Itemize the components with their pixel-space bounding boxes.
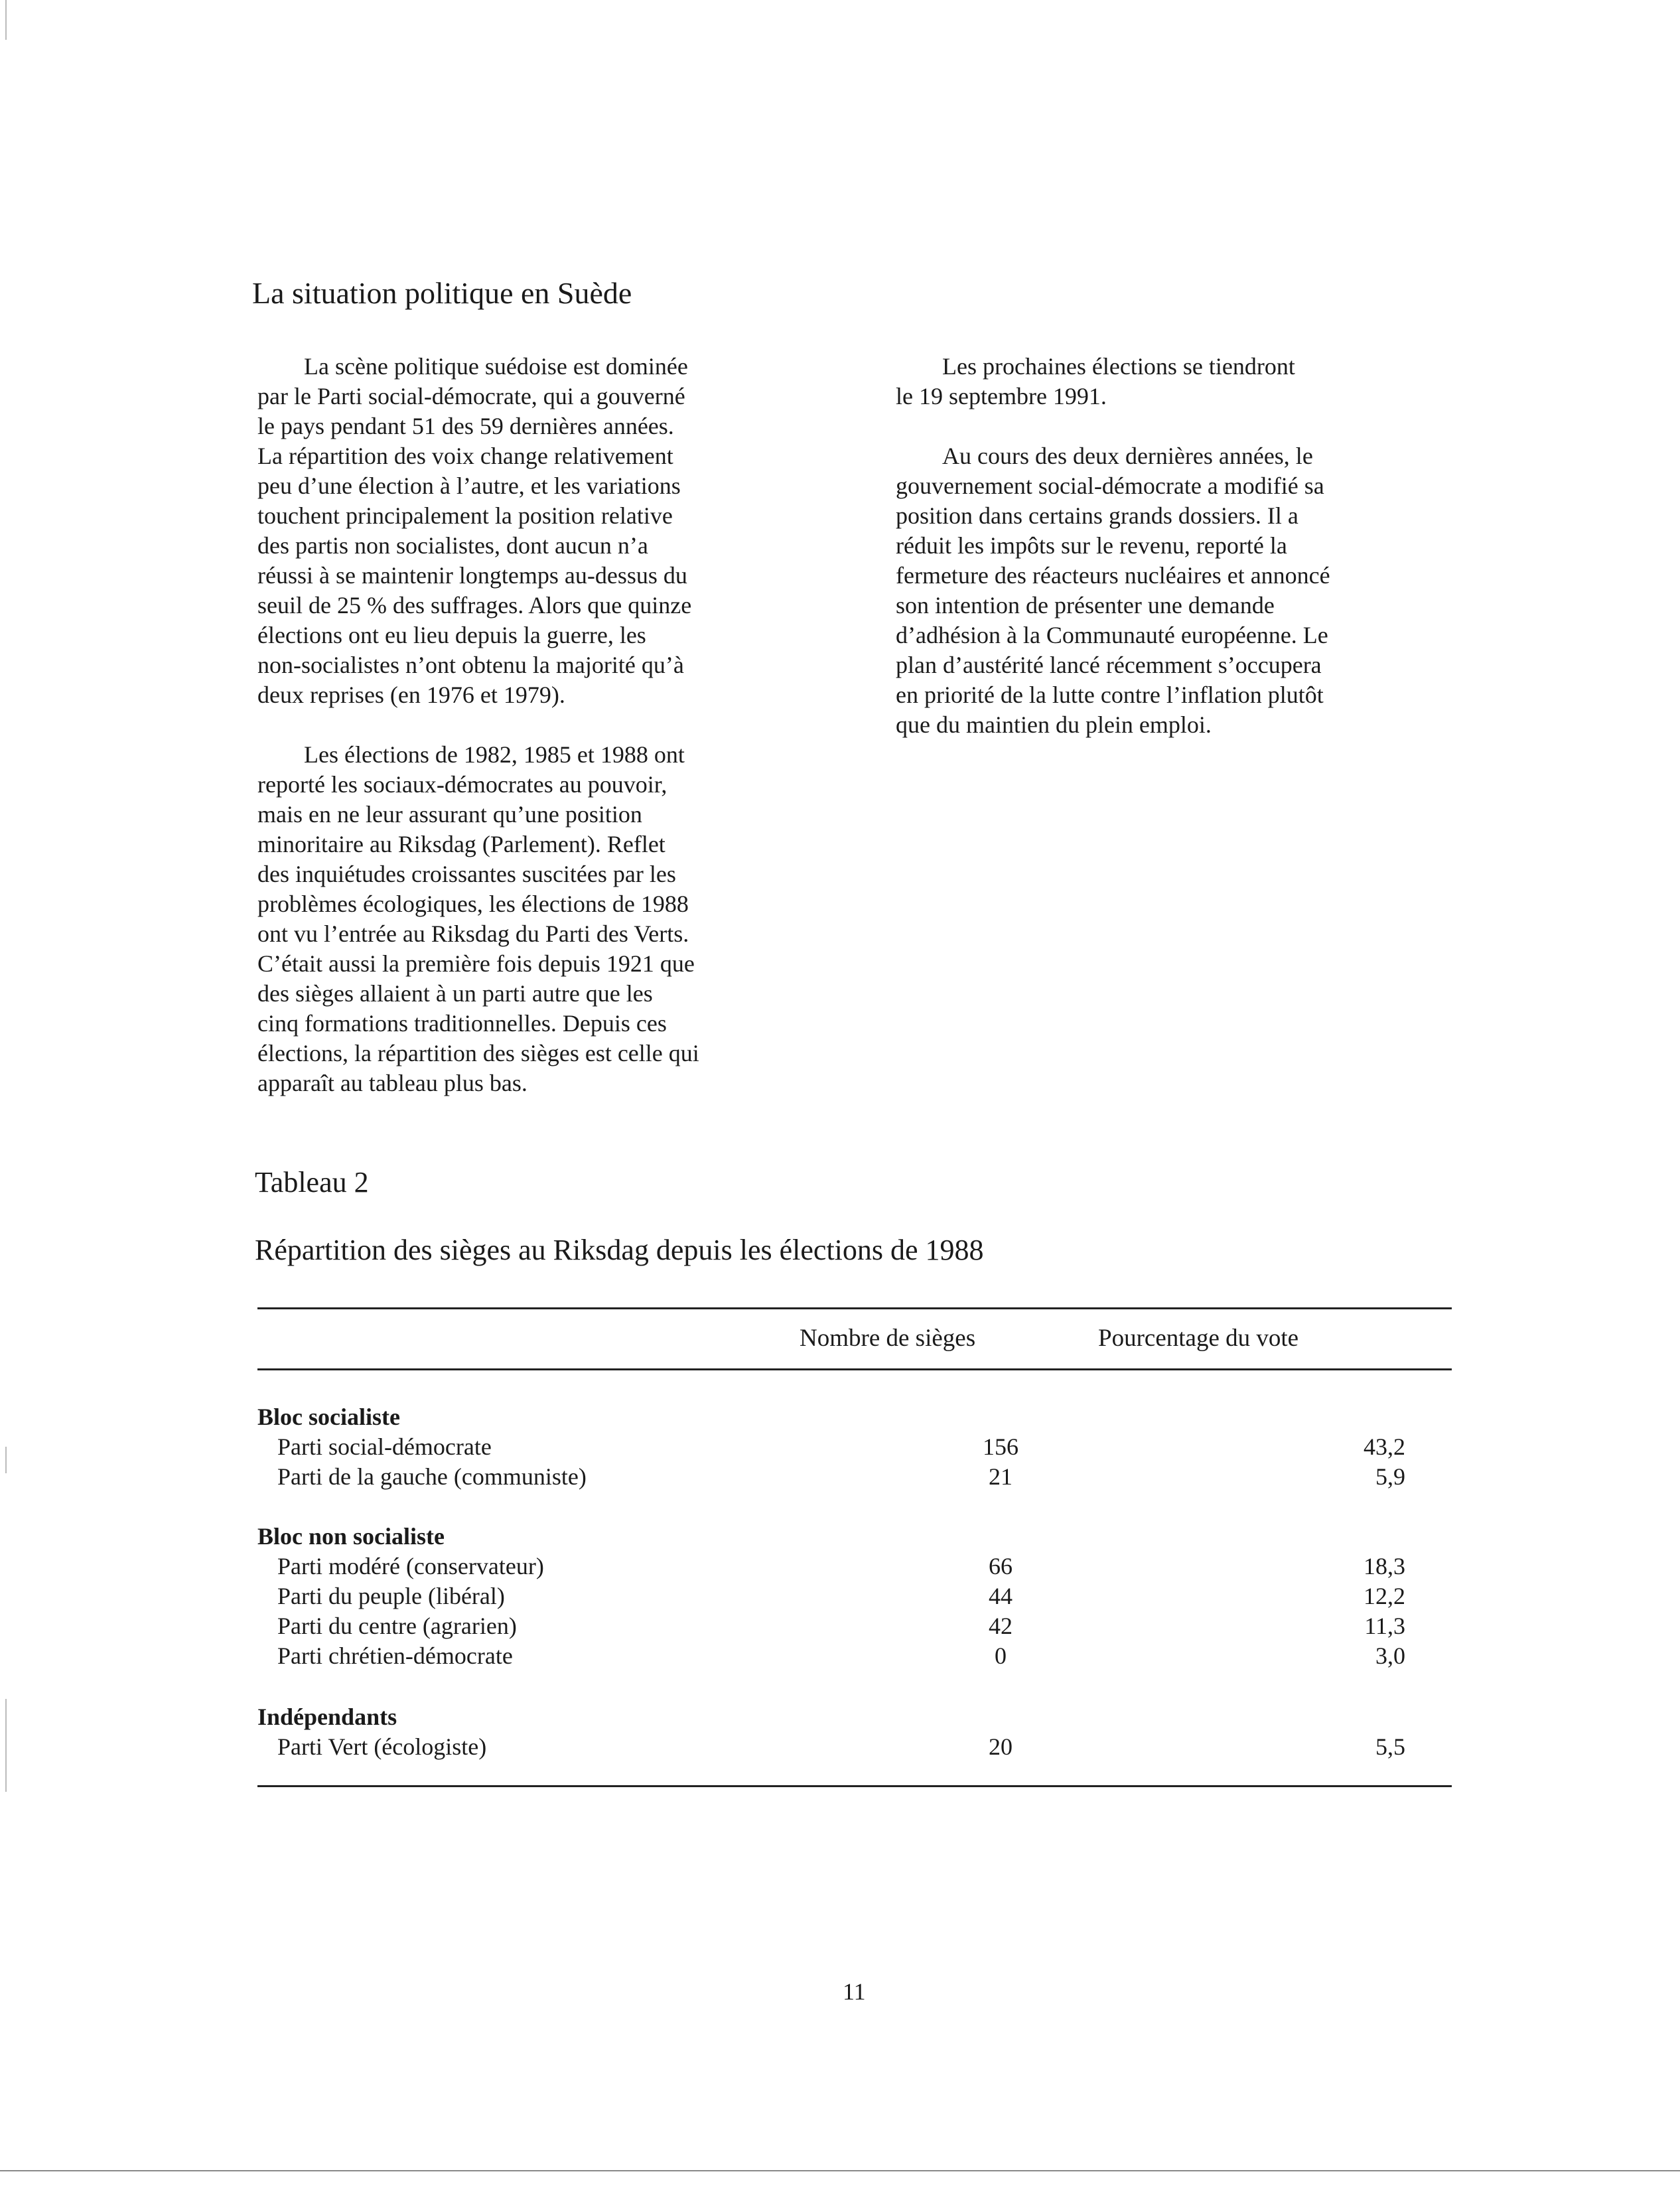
party-name: Parti social-démocrate <box>277 1433 492 1460</box>
paragraph: Les prochaines élections se tiendront le 19 septembre 1991. <box>896 353 1295 409</box>
table-row <box>257 1581 1452 1611</box>
vote-percentage: 12,2 <box>1364 1583 1405 1609</box>
party-name: Parti du peuple (libéral) <box>277 1583 505 1609</box>
table-title: Répartition des sièges au Riksdag depuis les élections de 1988 <box>255 1234 984 1266</box>
table-row <box>257 1732 1452 1762</box>
table-top-rule <box>257 1307 1452 1309</box>
seat-count: 42 <box>989 1613 1013 1639</box>
group-title: Bloc non socialiste <box>257 1523 445 1550</box>
party-name: Parti du centre (agrarien) <box>277 1613 517 1639</box>
page-number: 11 <box>843 1978 866 2005</box>
seat-count: 66 <box>989 1553 1013 1579</box>
table-bottom-rule <box>257 1785 1452 1787</box>
seat-count: 156 <box>983 1433 1018 1460</box>
table-group-independents <box>257 1702 1452 1762</box>
table-row <box>257 1611 1452 1641</box>
vote-percentage: 43,2 <box>1364 1433 1405 1460</box>
vote-percentage: 3,0 <box>1375 1642 1405 1669</box>
party-name: Parti modéré (conservateur) <box>277 1553 544 1579</box>
seat-count: 20 <box>989 1733 1013 1760</box>
column-header-percentage: Pourcentage du vote <box>1098 1325 1299 1352</box>
seat-count: 21 <box>989 1463 1013 1490</box>
table-row <box>257 1462 1452 1492</box>
seat-count: 44 <box>989 1583 1013 1609</box>
table-row <box>257 1552 1452 1581</box>
table-row <box>257 1432 1452 1462</box>
left-column <box>257 352 841 1128</box>
paragraph: Au cours des deux dernières années, le gouvernement social-démocrate a modifié sa position dans certains grands dossiers. Il a réduit les impôts sur le revenu, reporté la fermeture des réacteurs nucléaires et annoncé son intention de présenter une demande d’adhésion à la Communauté européenne. Le plan d’austérité lancé récemment s’occupera en priorité de la lutte contre l’inflation plutôt que du maintien du plein emploi. <box>896 443 1330 738</box>
party-name: Parti de la gauche (communiste) <box>277 1463 587 1490</box>
table-group-socialist <box>257 1402 1452 1492</box>
group-title: Bloc socialiste <box>257 1404 400 1430</box>
scan-margin-mark <box>5 1699 7 1792</box>
vote-percentage: 5,9 <box>1375 1463 1405 1490</box>
table-label: Tableau 2 <box>255 1166 369 1199</box>
table-header-rule <box>257 1368 1452 1370</box>
section-title: La situation politique en Suède <box>252 276 632 310</box>
paragraph: Les élections de 1982, 1985 et 1988 ont reporté les sociaux-démocrates au pouvoir, mais en ne leur assurant qu’une position minoritaire au Riksdag (Parlement). Reflet des inquiétudes croissantes suscitées par les problèmes écologiques, les élections de 1988 ont vu l’entrée au Riksdag du Parti des Verts. C’était aussi la première fois depuis 1921 que des sièges allaient à un parti autre que les cinq formations traditionnelles. Depuis ces élections, la répartition des sièges est celle qui apparaît au tableau plus bas. <box>257 741 699 1096</box>
column-header-seats: Nombre de sièges <box>800 1325 976 1352</box>
vote-percentage: 11,3 <box>1364 1613 1405 1639</box>
party-name: Parti chrétien-démocrate <box>277 1642 513 1669</box>
scan-margin-mark <box>5 1447 7 1473</box>
party-name: Parti Vert (écologiste) <box>277 1733 487 1760</box>
right-column <box>896 352 1466 770</box>
table-group-non-socialist <box>257 1522 1452 1671</box>
scan-margin-mark <box>5 0 7 40</box>
scan-bottom-edge <box>0 2170 1680 2171</box>
table-row <box>257 1641 1452 1671</box>
vote-percentage: 5,5 <box>1375 1733 1405 1760</box>
group-title: Indépendants <box>257 1704 397 1730</box>
paragraph: La scène politique suédoise est dominée par le Parti social-démocrate, qui a gouverné le pays pendant 51 des 59 dernières années. La répartition des voix change relativement peu d’une élection à l’autre, et les variations touchent principalement la position relative des partis non socialistes, dont aucun n’a réussi à se maintenir longtemps au-dessus du seuil de 25 % des suffrages. Alors que quinze élections ont eu lieu depuis la guerre, les non-socialistes n’ont obtenu la majorité qu’à deux reprises (en 1976 et 1979). <box>257 353 692 708</box>
seat-count: 0 <box>995 1642 1007 1669</box>
vote-percentage: 18,3 <box>1364 1553 1405 1579</box>
